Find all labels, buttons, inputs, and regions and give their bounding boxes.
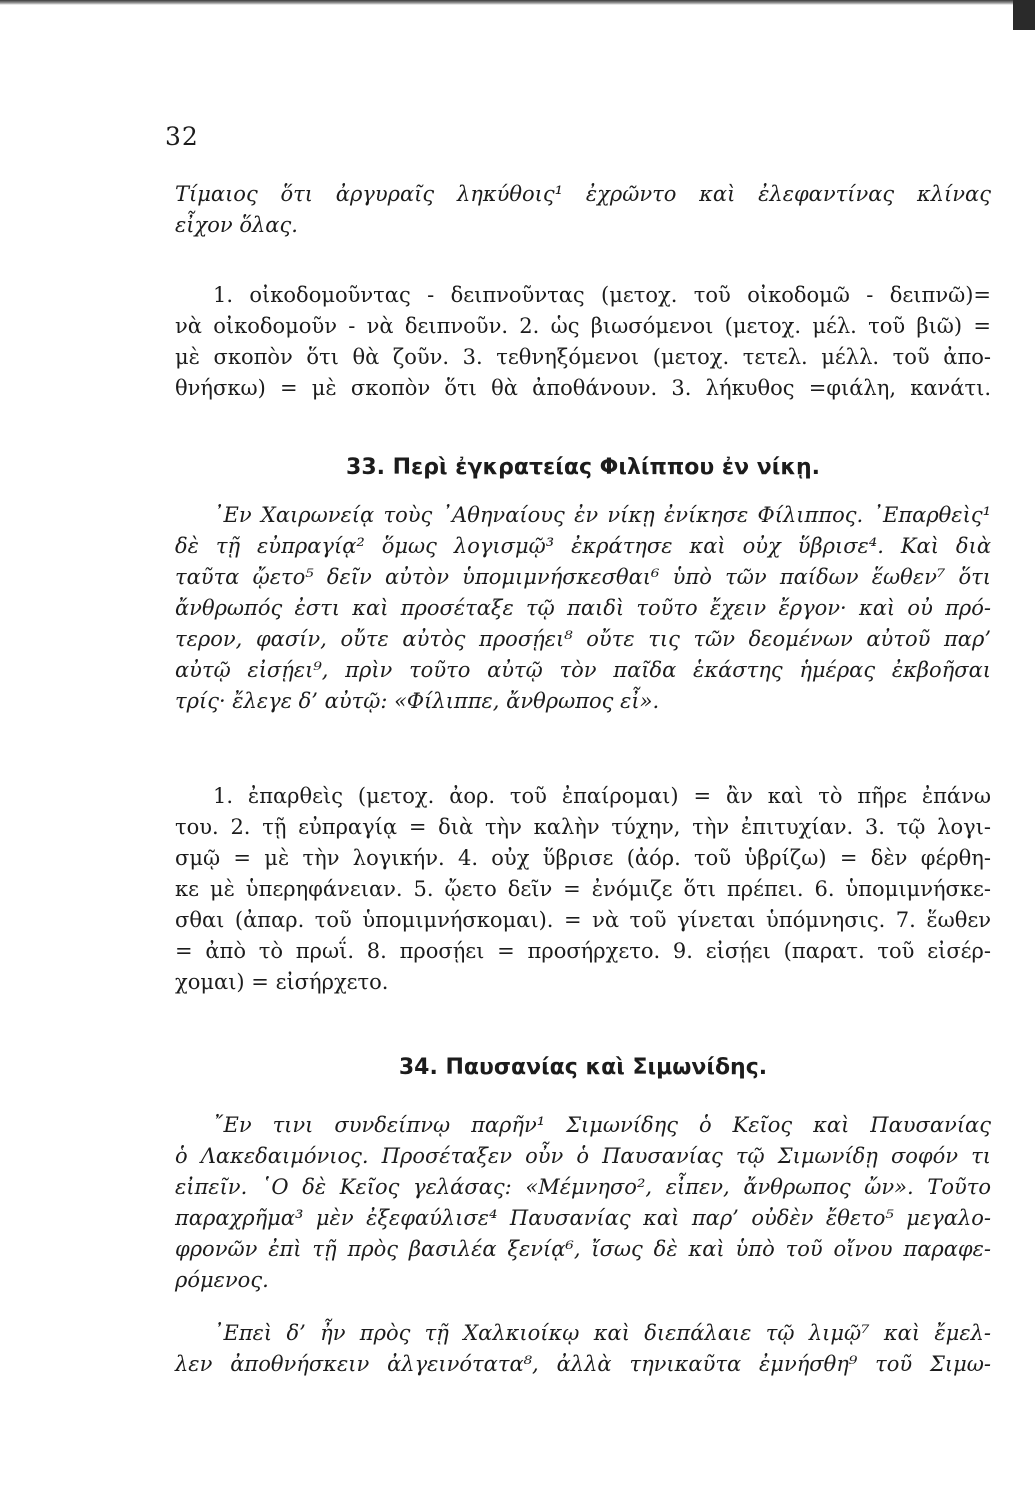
text-line: εἶχον ὅλας. — [175, 213, 298, 237]
text-line: ῎Εν τινι συνδείπνῳ παρῆν¹ Σιμωνίδης ὁ Κεῖος καὶ Παυσανίας — [213, 1113, 991, 1137]
text-line: ἄνθρωπός ἐστι καὶ προσέταξε τῷ παιδὶ τοῦτο ἔχειν ἔργον· καὶ οὐ πρό- — [175, 596, 991, 620]
text-line: ὁ Λακεδαιμόνιος. Προσέταξεν οὖν ὁ Παυσανίας τῷ Σιμωνίδῃ σοφόν τι — [175, 1144, 991, 1168]
text-line: ρόμενος. — [175, 1268, 269, 1292]
text-line: εἰπεῖν. ῾Ο δὲ Κεῖος γελάσας: «Μέμνησο², εἶπεν, ἄνθρωπος ὤν». Τοῦτο — [175, 1175, 991, 1199]
note-line: σμῷ = μὲ τὴν λογικήν. 4. οὐχ ὕβρισε (ἀόρ. τοῦ ὑβρίζω) = δὲν φέρθη- — [175, 846, 991, 870]
note-line: μὲ σκοπὸν ὅτι θὰ ζοῦν. 3. τεθνηξόμενοι (μετοχ. τετελ. μέλλ. τοῦ ἀπο- — [175, 345, 991, 369]
text-line: φρονῶν ἐπὶ τῇ πρὸς βασιλέα ξενίᾳ⁶, ἴσως δὲ καὶ ὑπὸ τοῦ οἴνου παραφε- — [175, 1237, 991, 1261]
text-line: αὐτῷ εἰσῄει⁹, πρὶν τοῦτο αὐτῷ τὸν παῖδα ἑκάστης ἡμέρας ἐκβοῆσαι — [175, 658, 991, 682]
section-34-text — [175, 1110, 991, 1296]
text-line: τερον, φασίν, οὔτε αὐτὸς προσῄει⁸ οὔτε τις τῶν δεομένων αὐτοῦ παρ’ — [175, 627, 991, 651]
note-line: κε μὲ ὑπερηφάνειαν. 5. ᾤετο δεῖν = ἐνόμιζε ὅτι πρέπει. 6. ὑπομιμνήσκε- — [175, 877, 991, 901]
text-line: παραχρῆμα³ μὲν ἐξεφαύλισε⁴ Παυσανίας καὶ παρ’ οὐδὲν ἔθετο⁵ μεγαλο- — [175, 1206, 991, 1230]
note-line: νὰ οἰκοδομοῦν - νὰ δειπνοῦν. 2. ὡς βιωσόμενοι (μετοχ. μέλ. τοῦ βιῶ) = — [175, 314, 991, 338]
text-line: ταῦτα ᾤετο⁵ δεῖν αὐτὸν ὑπομιμνήσκεσθαι⁶ ὑπὸ τῶν παίδων ἕωθεν⁷ ὅτι — [175, 565, 991, 589]
note-line: χομαι) = εἰσήρχετο. — [175, 970, 389, 994]
note-line: θνήσκω) = μὲ σκοπὸν ὅτι θὰ ἀποθάνουν. 3. λήκυθος =φιάλη, κανάτι. — [175, 376, 991, 400]
notes-33 — [175, 781, 991, 998]
note-line: 1. οἰκοδομοῦντας - δειπνοῦντας (μετοχ. τοῦ οἰκοδομῶ - δειπνῶ)= — [213, 283, 991, 307]
text-line: ᾿Επεὶ δ’ ἦν πρὸς τῇ Χαλκιοίκῳ καὶ διεπάλαιε τῷ λιμῷ⁷ καὶ ἔμελ- — [213, 1321, 991, 1345]
section-34-text-continued — [175, 1318, 991, 1380]
note-line: σθαι (ἀπαρ. τοῦ ὑπομιμνήσκομαι). = νὰ τοῦ γίνεται ὑπόμνησις. 7. ἕωθεν — [175, 908, 991, 932]
page-top-edge — [0, 0, 1035, 5]
note-line: 1. ἐπαρθεὶς (μετοχ. ἀορ. τοῦ ἐπαίρομαι) = ἂν καὶ τὸ πῆρε ἐπάνω — [213, 784, 991, 808]
text-line: ᾿Εν Χαιρωνείᾳ τοὺς ᾿Αθηναίους ἐν νίκῃ ἐνίκησε Φίλιππος. ᾿Επαρθεὶς¹ — [213, 503, 991, 527]
text-line: Τίμαιος ὅτι ἀργυραῖς ληκύθοις¹ ἐχρῶντο καὶ ἐλεφαντίνας κλίνας — [175, 182, 991, 206]
note-line: του. 2. τῇ εὐπραγίᾳ = διὰ τὴν καλὴν τύχην, τὴν ἐπιτυχίαν. 3. τῷ λογι- — [175, 815, 991, 839]
text-line: δὲ τῇ εὐπραγίᾳ² ὅμως λογισμῷ³ ἐκράτησε καὶ οὐχ ὕβρισε⁴. Καὶ διὰ — [175, 534, 991, 558]
section-34-heading: 34. Παυσανίας καὶ Σιμωνίδης. — [398, 1055, 768, 1080]
section-33-text — [175, 500, 991, 717]
section-33-heading: 33. Περὶ ἐγκρατείας Φιλίππου ἐν νίκῃ. — [346, 455, 820, 480]
scan-corner-mark — [1013, 0, 1035, 30]
note-line: = ἀπὸ τὸ πρωΐ. 8. προσῄει = προσήρχετο. 9. εἰσῄει (παρατ. τοῦ εἰσέρ- — [175, 939, 991, 963]
intro-text — [175, 179, 991, 241]
notes-32 — [175, 280, 991, 404]
text-line: τρίς· ἔλεγε δ’ αὐτῷ: «Φίλιππε, ἄνθρωπος εἶ». — [175, 689, 660, 713]
page-number: 32 — [165, 122, 199, 151]
text-line: λεν ἀποθνήσκειν ἀλγεινότατα⁸, ἀλλὰ τηνικαῦτα ἐμνήσθη⁹ τοῦ Σιμω- — [175, 1352, 991, 1376]
